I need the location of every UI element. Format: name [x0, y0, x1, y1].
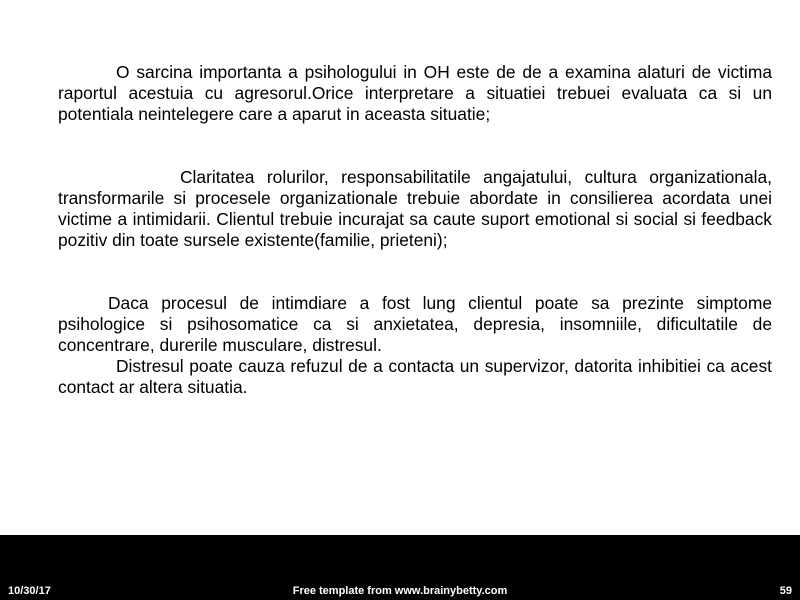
paragraph-distress: Distresul poate cauza refuzul de a contacta un supervizor, datorita inhibitiei ca acest contact ar altera situatia.: [58, 356, 772, 397]
footer-credit: Free template from www.brainybetty.com: [292, 585, 508, 597]
paragraph-symptoms: Daca procesul de intimdiare a fost lung clientul poate sa prezinte simptome psihologice si psihosomatice ca si anxietatea, depresia, insomniile, dificultatile de concentrare, durerile musculare, distresul.: [58, 293, 772, 355]
footer-date: 10/30/17: [8, 585, 51, 597]
slide-body: [58, 62, 772, 398]
slide-number: 59: [779, 585, 792, 597]
paragraph-psychologist-task: O sarcina importanta a psihologului in OH este de de a examina alaturi de victima raportul acestuia cu agresorul.Orice interpretare a situatiei trebuei evaluata ca si un potentiala neintelegere care a aparut in aceasta situatie;: [58, 62, 772, 124]
paragraph-role-clarity: Claritatea rolurilor, responsabilitatile angajatului, cultura organizationala, transformarile si procesele organizationale trebuie abordate in consilierea acordata unei victime a intimidarii. Clientul trebuie incurajat sa caute suport emotional si social si feedback pozitiv din toate sursele existente(familie, prieteni);: [58, 167, 772, 250]
